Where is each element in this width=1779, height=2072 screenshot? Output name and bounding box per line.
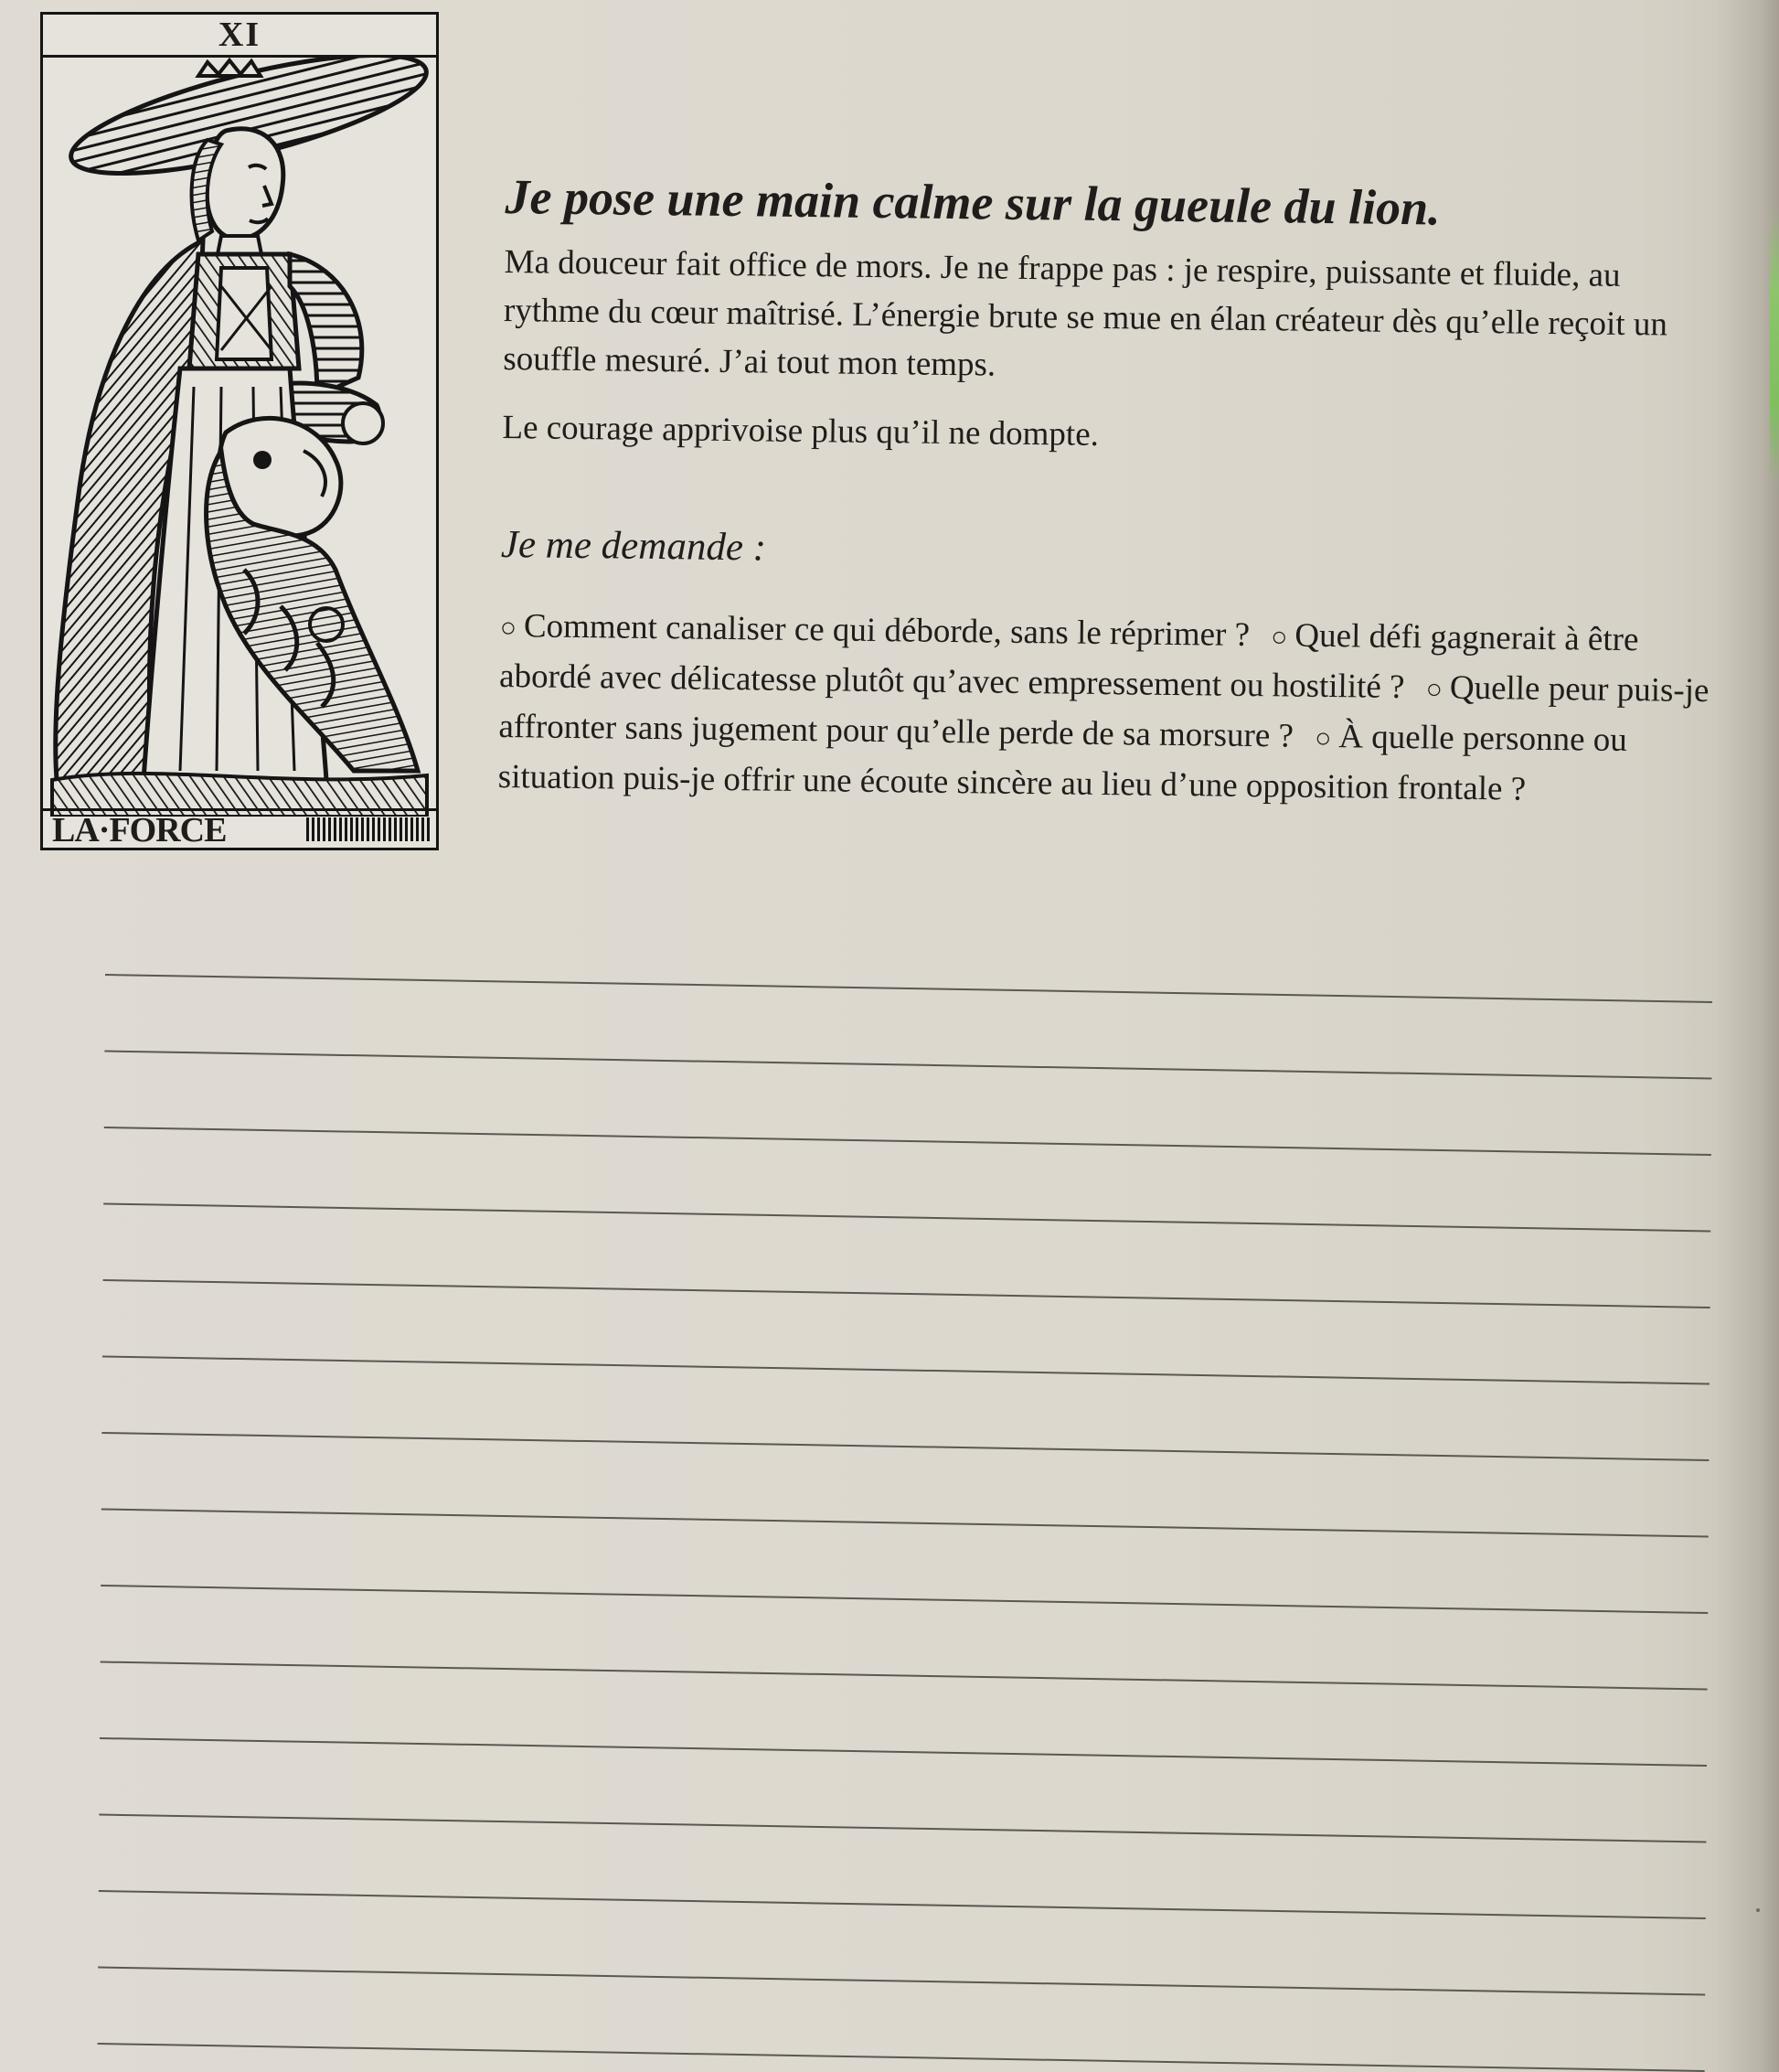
strength-illustration-icon	[43, 58, 436, 817]
question-text: À quelle personne ou situation puis-je offrir une écoute sincère au lieu d’une opposition frontale ?	[497, 718, 1628, 808]
circle-bullet-icon: ○	[499, 612, 517, 644]
question-text: Quelle peur puis-je affronter sans jugement pour qu’elle perde de sa morsure ?	[498, 668, 1710, 755]
circle-bullet-icon: ○	[1314, 722, 1332, 754]
journal-entry	[497, 165, 1720, 816]
green-page-tab	[1770, 210, 1779, 485]
writing-line	[98, 2044, 1705, 2071]
card-number-band	[43, 15, 436, 58]
circle-bullet-icon: ○	[1271, 622, 1288, 653]
entry-paragraph-1: Ma douceur fait office de mors. Je ne frappe pas : je respire, puissante et fluide, au rythme du cœur maîtrisé. L’énergie brute se mue en élan créateur dès qu’elle reçoit un souffle mesuré. J’ai tout mon temps.	[503, 242, 1668, 384]
circle-bullet-icon: ○	[1425, 674, 1443, 705]
writing-line	[101, 1510, 1709, 1537]
paper-speck	[1756, 1908, 1760, 1912]
question-item	[500, 607, 1251, 654]
writing-line	[98, 1968, 1705, 1995]
writing-line	[101, 1586, 1708, 1613]
writing-line	[104, 1127, 1711, 1155]
writing-line	[100, 1738, 1707, 1766]
writing-line	[103, 1204, 1710, 1232]
question-text: Quel défi gagnerait à être abordé avec délicatesse plutôt qu’avec empressement ou hostilité ?	[498, 616, 1639, 707]
card-number: XI	[218, 16, 261, 54]
card-name: LA·FORCE	[52, 811, 227, 849]
writing-line	[99, 1815, 1706, 1842]
tarot-card	[40, 12, 439, 850]
writing-line	[105, 975, 1712, 1002]
writing-line	[102, 1357, 1710, 1384]
entry-heading: Je pose une main calme sur la gueule du lion.	[505, 168, 1441, 236]
writing-line	[103, 1280, 1710, 1308]
question-text: Comment canaliser ce qui déborde, sans le réprimer ?	[523, 607, 1251, 654]
card-barcode-ornament	[306, 817, 431, 841]
questions-subheading: Je me demande :	[500, 522, 767, 570]
writing-line	[104, 1052, 1711, 1079]
writing-line	[101, 1433, 1709, 1460]
entry-paragraph-2: Le courage apprivoise plus qu’il ne dompte.	[502, 408, 1100, 454]
writing-line	[99, 1891, 1706, 1918]
writing-line	[101, 1662, 1708, 1690]
question-list	[497, 602, 1716, 816]
card-name-band	[43, 808, 436, 848]
